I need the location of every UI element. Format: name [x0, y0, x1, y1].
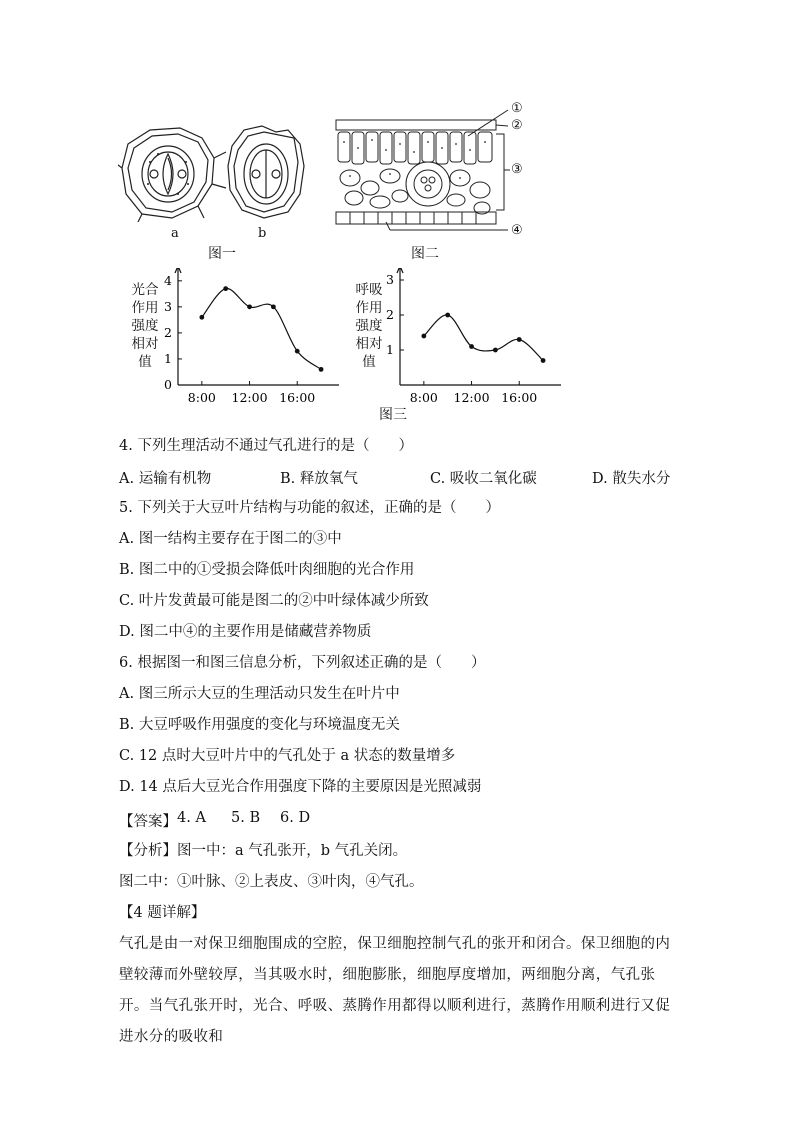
- chart1-y-tick-label: 2: [164, 324, 172, 340]
- fig2-marker-2: ②: [511, 118, 523, 133]
- fig2-marker-3: ③: [511, 162, 523, 177]
- fig2-marker-1: ①: [511, 101, 523, 116]
- chart1-y-tick-label: 0: [164, 377, 172, 392]
- chart1-data-point: [271, 304, 276, 309]
- answer-label: 【答案】: [119, 814, 177, 830]
- chart1-x-tick-label: 16:00: [279, 390, 316, 405]
- q5-option-c[interactable]: C. 叶片发黄最可能是图二的②中叶绿体减少所致: [119, 593, 429, 609]
- chart1-y-tick-label: 1: [164, 350, 172, 366]
- chart2-y-tick-label: 3: [386, 272, 394, 287]
- chart2-data-point: [517, 337, 522, 342]
- q5-option-d[interactable]: D. 图二中④的主要作用是储藏营养物质: [119, 624, 372, 640]
- chart2-series-line: [424, 315, 543, 361]
- chart1-ylabel-line: 值: [138, 354, 152, 370]
- chart2-ylabel-line: 相对: [355, 336, 383, 352]
- chart2-ylabel: [354, 281, 384, 371]
- analysis-line-2: 图二中：①叶脉、②上表皮、③叶肉，④气孔。: [119, 874, 424, 890]
- q5-stem: 5. 下列关于大豆叶片结构与功能的叙述，正确的是（ ）: [119, 500, 500, 516]
- fig2-marker-4: ④: [511, 223, 523, 238]
- q4-stem: 4. 下列生理活动不通过气孔进行的是（ ）: [119, 438, 413, 454]
- chart2-data-point: [541, 358, 546, 363]
- chart1-y-tick-label: 4: [164, 272, 172, 288]
- q6-option-c[interactable]: C. 12 点时大豆叶片中的气孔处于 a 状态的数量增多: [119, 748, 456, 764]
- chart2-x-tick-label: 16:00: [501, 390, 538, 405]
- chart1-ylabel-line: 作用: [131, 300, 159, 316]
- chart1-ylabel-line: 强度: [131, 318, 159, 334]
- q6-option-d[interactable]: D. 14 点后大豆光合作用强度下降的主要原因是光照减弱: [119, 779, 482, 795]
- q4-options: [119, 467, 679, 487]
- q4-option-c[interactable]: C. 吸收二氧化碳: [430, 471, 537, 487]
- fig1-caption: 图一: [208, 246, 236, 262]
- analysis-line-1: 【分析】图一中：a 气孔张开，b 气孔关闭。: [119, 843, 408, 859]
- q6-option-b[interactable]: B. 大豆呼吸作用强度的变化与环境温度无关: [119, 717, 400, 733]
- chart2-ylabel-line: 值: [362, 354, 376, 370]
- chart2-data-point: [469, 344, 474, 349]
- chart1-series-line: [202, 289, 321, 370]
- chart1-data-point: [199, 315, 204, 320]
- chart1-ylabel-line: 相对: [131, 336, 159, 352]
- chart1-data-point: [295, 349, 300, 354]
- q5-option-b[interactable]: B. 图二中的①受损会降低叶肉细胞的光合作用: [119, 562, 415, 578]
- q4-option-b[interactable]: B. 释放氧气: [280, 471, 358, 487]
- fig2-caption: 图二: [411, 246, 439, 262]
- stomata-illustration: [118, 122, 308, 222]
- chart1-data-point: [223, 286, 228, 291]
- chart2-data-point: [445, 313, 450, 318]
- chart1-x-tick-label: 12:00: [231, 390, 268, 405]
- chart1-data-point: [319, 367, 324, 372]
- detail-paragraph: 气孔是由一对保卫细胞围成的空腔，保卫细胞控制气孔的张开和闭合。保卫细胞的内壁较薄而外壁较厚，当其吸水时，细胞膨胀，细胞厚度增加，两细胞分离，气孔张开。当气孔张开时，光合、呼吸、蒸腾作用都得以顺利进行，蒸腾作用顺利进行又促进水分的吸收和: [119, 936, 671, 1045]
- fig1-label-a: a: [171, 226, 179, 241]
- stoma-a-drawing: [118, 128, 226, 222]
- chart2-x-tick-label: 12:00: [453, 390, 490, 405]
- chart2-x-tick-label: 8:00: [409, 390, 438, 405]
- answer-item-5: 5. B: [231, 810, 261, 826]
- figures-area: [0, 0, 794, 423]
- chart1-data-point: [247, 304, 252, 309]
- q5-option-a[interactable]: A. 图一结构主要存在于图二的③中: [119, 531, 342, 547]
- chart1-y-tick-label: 3: [164, 298, 172, 314]
- chart2-ylabel-line: 呼吸: [355, 282, 383, 298]
- answer-item-4: 4. A: [177, 810, 206, 826]
- chart2-y-tick-label: 1: [386, 342, 394, 357]
- leaf-cross-section-illustration: [330, 98, 540, 238]
- answer-row: [119, 810, 679, 830]
- answer-item-6: 6. D: [280, 810, 311, 826]
- q4-option-d[interactable]: D. 散失水分: [592, 471, 671, 487]
- chart2-ylabel-line: 作用: [355, 300, 383, 316]
- chart1-ylabel: [130, 281, 160, 371]
- q6-option-a[interactable]: A. 图三所示大豆的生理活动只发生在叶片中: [119, 686, 400, 702]
- chart2-ylabel-line: 强度: [355, 318, 383, 334]
- chart2-y-tick-label: 2: [386, 307, 394, 322]
- q6-stem: 6. 根据图一和图三信息分析，下列叙述正确的是（ ）: [119, 655, 486, 671]
- chart2-data-point: [493, 348, 498, 353]
- chart1-ylabel-line: 光合: [131, 282, 159, 298]
- chart1-x-tick-label: 8:00: [187, 390, 216, 405]
- fig3-caption: 图三: [379, 407, 407, 423]
- chart2-data-point: [421, 334, 426, 339]
- stoma-b-drawing: [228, 126, 304, 218]
- photosynthesis-chart: [160, 268, 350, 408]
- respiration-chart: [382, 268, 572, 408]
- q4-option-a[interactable]: A. 运输有机物: [119, 471, 212, 487]
- detail-title: 【4 题详解】: [119, 905, 206, 921]
- fig1-label-b: b: [258, 226, 267, 241]
